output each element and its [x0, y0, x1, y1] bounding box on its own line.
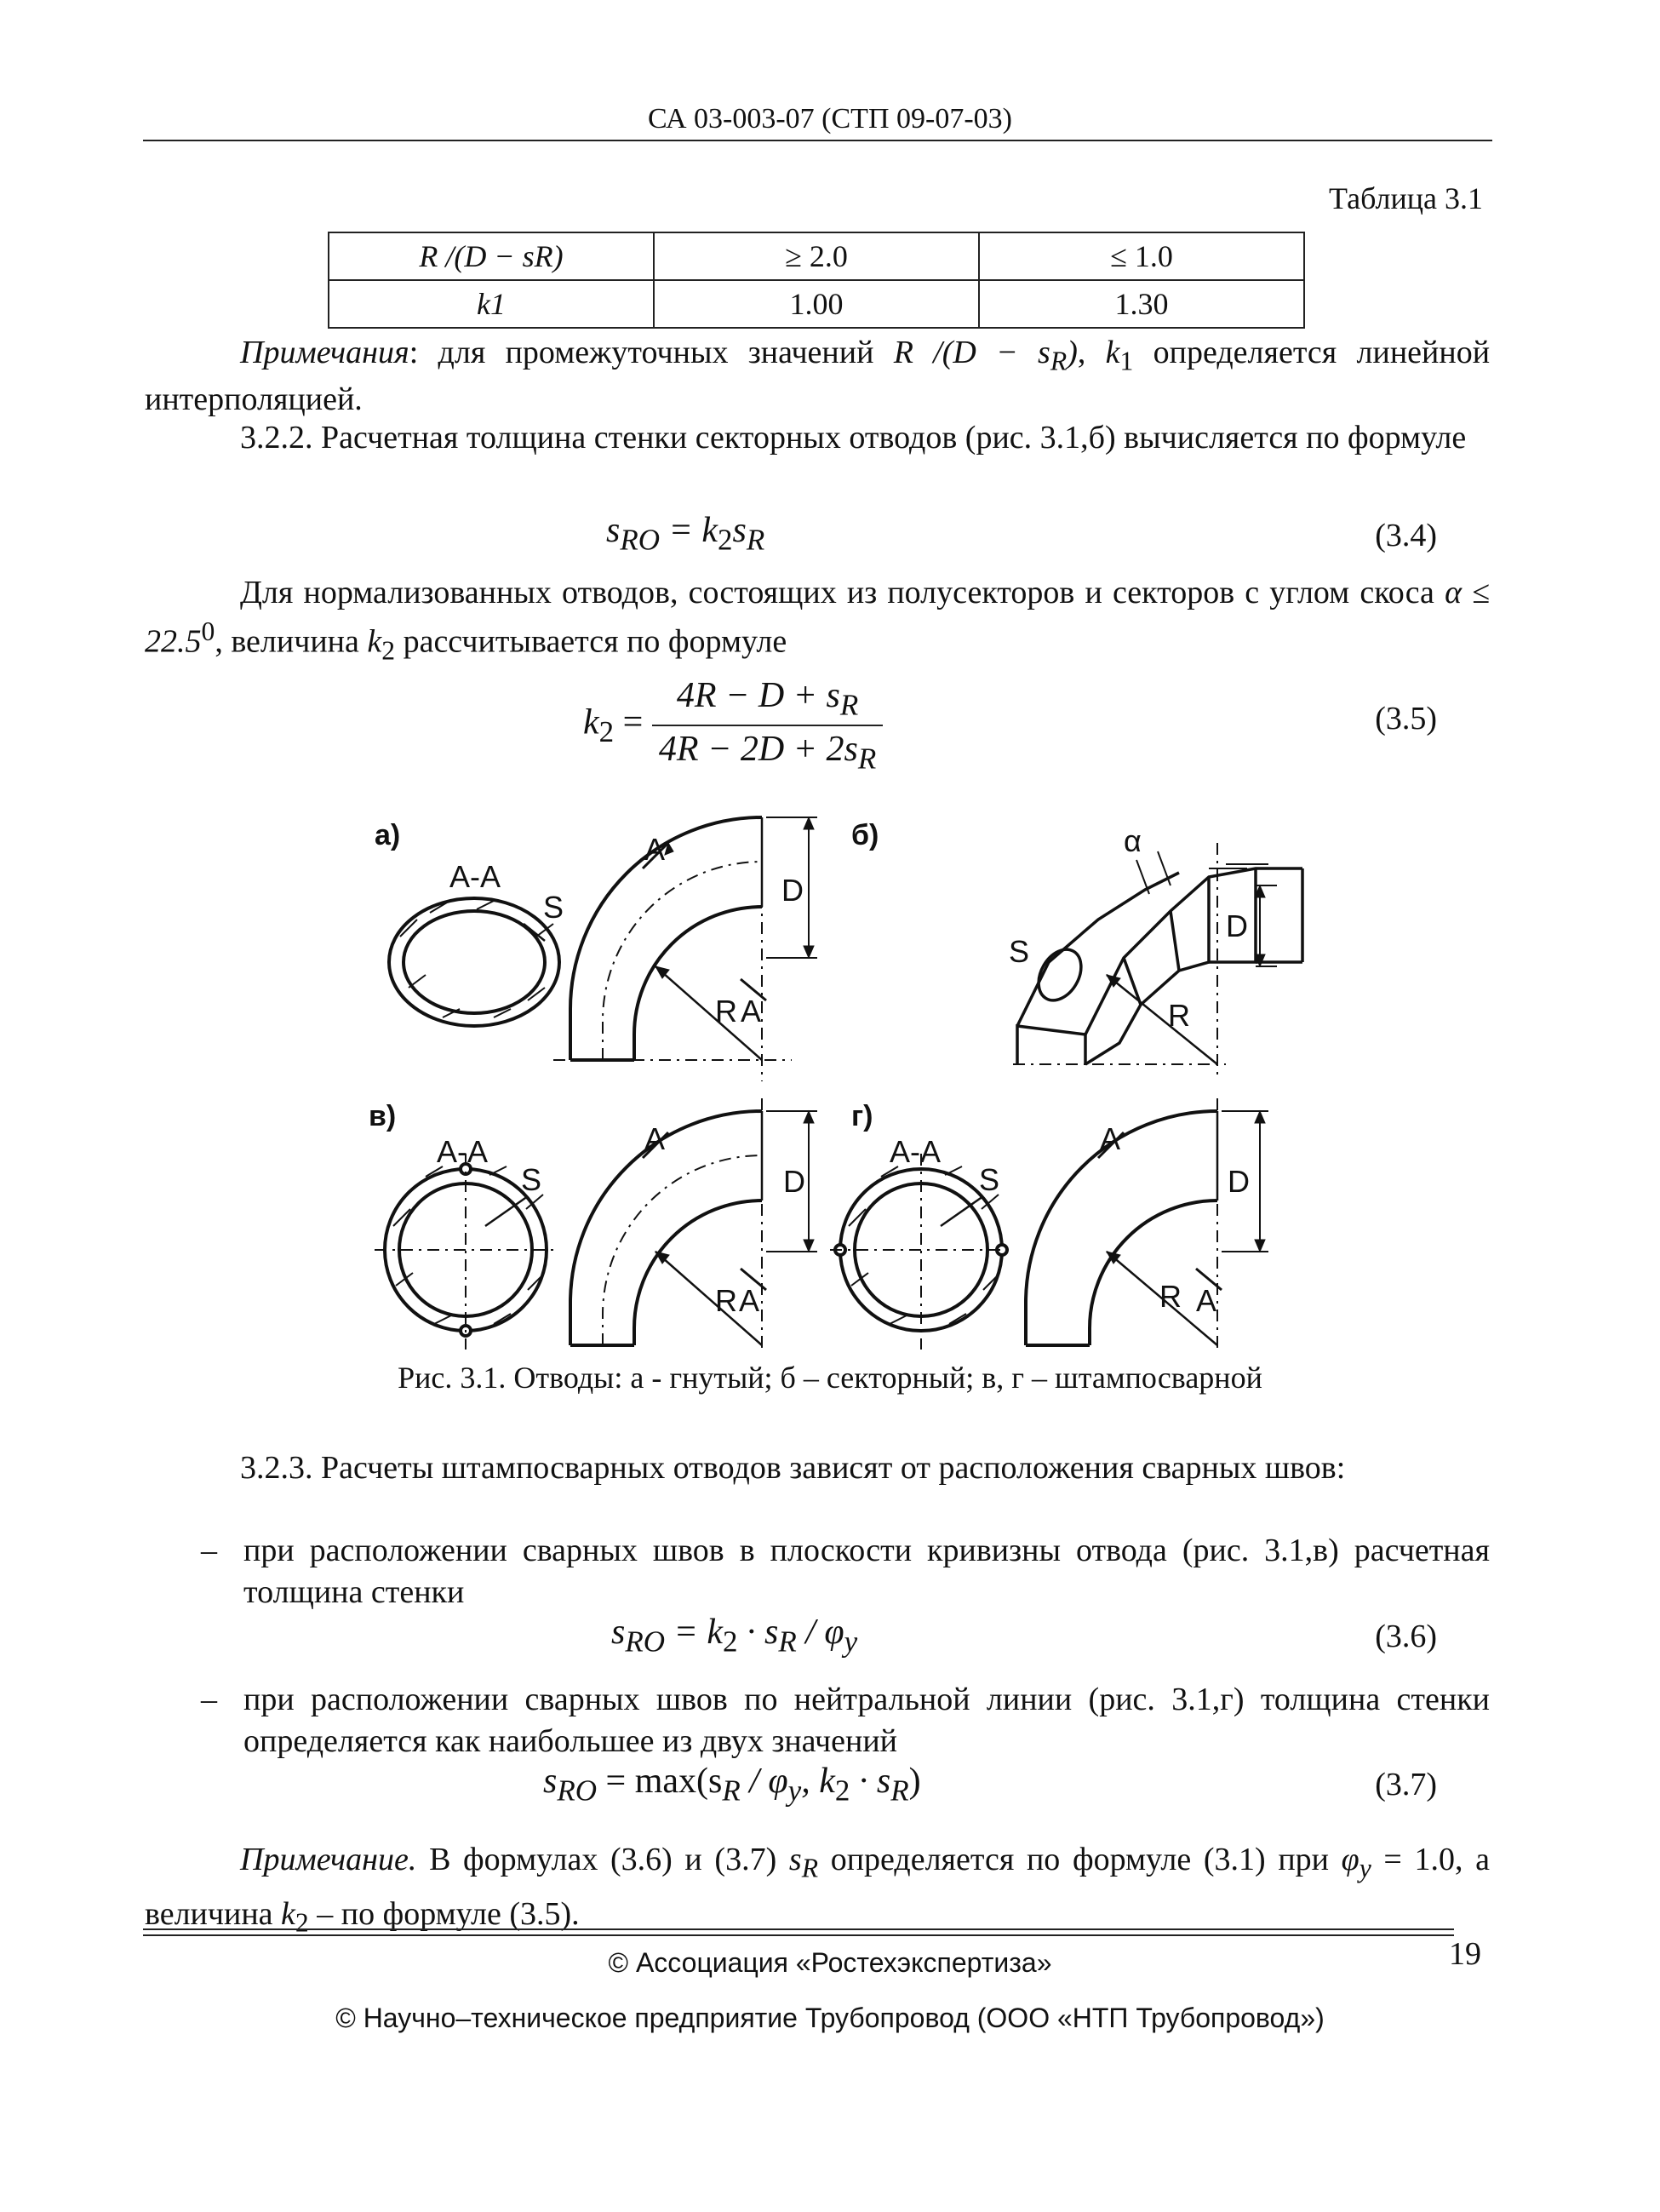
a-label: A: [741, 994, 762, 1029]
footer-copyright-1: © Ассоциация «Ростехэкспертиза»: [608, 1947, 1052, 1978]
panel-label-g: г): [851, 1100, 873, 1132]
a-label: A: [739, 1283, 760, 1318]
paragraph-3-2-2: 3.2.2. Расчетная толщина стенки секторных отводов (рис. 3.1,б) вычисляется по формуле: [240, 420, 1467, 456]
equation-3-4: $s_{RO} = k_2s_R$: [606, 511, 765, 557]
panel-label-a: а): [375, 819, 401, 851]
table-cell: ≤ 1.0: [979, 232, 1304, 280]
table-caption: Таблица 3.1: [1329, 181, 1483, 215]
footer-rule: [143, 1928, 1454, 1930]
section-label: А-А: [437, 1134, 489, 1169]
equation-number: (3.4): [1375, 518, 1437, 553]
table-cell: k1: [329, 280, 654, 328]
paragraph-normalized: Для нормализованных отводов, состоящих из полусекторов и секторов с углом скоса $\alpha \le 22.5^0$, величина $k_2$ рассчитывается по формуле: [145, 575, 1490, 666]
figure-caption: Рис. 3.1. Отводы: а - гнутый; б – секторный; в, г – штампосварной: [398, 1361, 1262, 1395]
d-label: D: [781, 873, 804, 908]
list-item: – при расположении сварных швов в плоскости кривизны отвода (рис. 3.1,в) расчетная толщина стенки: [201, 1533, 1490, 1611]
note-interpolation: Примечания: для промежуточных значений R $/(D - s_R)$, $k_1$ определяется линейной интерполяцией.: [145, 335, 1491, 417]
equation-3-6: $s_{RO} = k_2 \cdot s_R / \varphi_y$: [611, 1613, 858, 1659]
r-label: R: [1159, 1279, 1182, 1314]
section-label: А-А: [890, 1134, 942, 1169]
d-label: D: [1228, 1164, 1250, 1199]
bend-inner-arc: [1090, 1201, 1217, 1345]
bend-outer-arc: [1026, 1111, 1217, 1345]
s-label: S: [1009, 934, 1030, 969]
equation-number: (3.6): [1375, 1619, 1437, 1654]
equation-number: (3.7): [1375, 1767, 1437, 1802]
a-label: A: [1100, 1121, 1121, 1156]
table-cell: 1.30: [979, 280, 1304, 328]
s-label: S: [979, 1162, 1000, 1197]
s-label: S: [521, 1162, 542, 1197]
alpha-label: α: [1124, 823, 1142, 858]
denominator: $4R - 2D + 2s_R$: [658, 729, 877, 776]
note-formulas: Примечание. В формулах (3.6) и (3.7) $s_R$ определяется по формуле (3.1) при $\varphi_y = 1.0$, а величина $k_2$ – по формуле (3.5).: [145, 1842, 1491, 1938]
note-label: Примечания: [240, 335, 409, 370]
r-label: R: [715, 994, 737, 1029]
list-item: – при расположении сварных швов по нейтральной линии (рис. 3.1,г) толщина стенки определяется как наибольшее из двух значений: [201, 1682, 1490, 1760]
equation-number: (3.5): [1375, 701, 1437, 736]
table-cell: R /(D − sR): [329, 232, 654, 280]
r-label: R: [715, 1283, 737, 1318]
pipe-section-outer: [389, 898, 559, 1026]
fraction: [652, 673, 883, 778]
paragraph-3-2-3: 3.2.3. Расчеты штампосварных отводов зависят от расположения сварных швов:: [240, 1450, 1346, 1486]
panel-label-v: в): [369, 1100, 397, 1132]
header-rule: [143, 140, 1492, 141]
footer-rule: [143, 1934, 1454, 1936]
a-label: A: [644, 832, 666, 867]
table-row: [329, 280, 1304, 328]
table-row: [329, 232, 1304, 280]
section-label: А-А: [449, 859, 501, 894]
bend-inner-arc: [634, 1201, 762, 1345]
a-label: A: [644, 1121, 666, 1156]
panel-label-b: б): [851, 819, 879, 851]
table-cell: ≥ 2.0: [654, 232, 979, 280]
equation-3-5: $k_2$ = $\frac{4R - D + s_R}{4R - 2D + 2s_R}$: [583, 673, 883, 778]
footer-copyright-2: © Научно–техническое предприятие Трубопровод (ООО «НТП Трубопровод»): [335, 2003, 1325, 2033]
r-label: R: [1168, 998, 1190, 1033]
numerator: $4R - D + s_R$: [652, 673, 883, 726]
figure-3-1: [0, 809, 1660, 1354]
equation-3-7: $s_{RO} = \max(s_R / \varphi_y$, $k_2 \cdot s_R$): [543, 1762, 921, 1808]
s-label: S: [543, 890, 564, 925]
pipe-section-inner: [404, 911, 545, 1013]
bend-inner-arc: [634, 907, 762, 1060]
table-3-1: [328, 232, 1305, 329]
document-header: СА 03-003-07 (СТП 09-07-03): [648, 103, 1012, 135]
table-cell: 1.00: [654, 280, 979, 328]
d-label: D: [783, 1164, 805, 1199]
segment-section: [1030, 942, 1090, 1007]
d-label: D: [1226, 908, 1248, 943]
page-number: 19: [1449, 1936, 1481, 1972]
a-label: A: [1196, 1283, 1217, 1318]
